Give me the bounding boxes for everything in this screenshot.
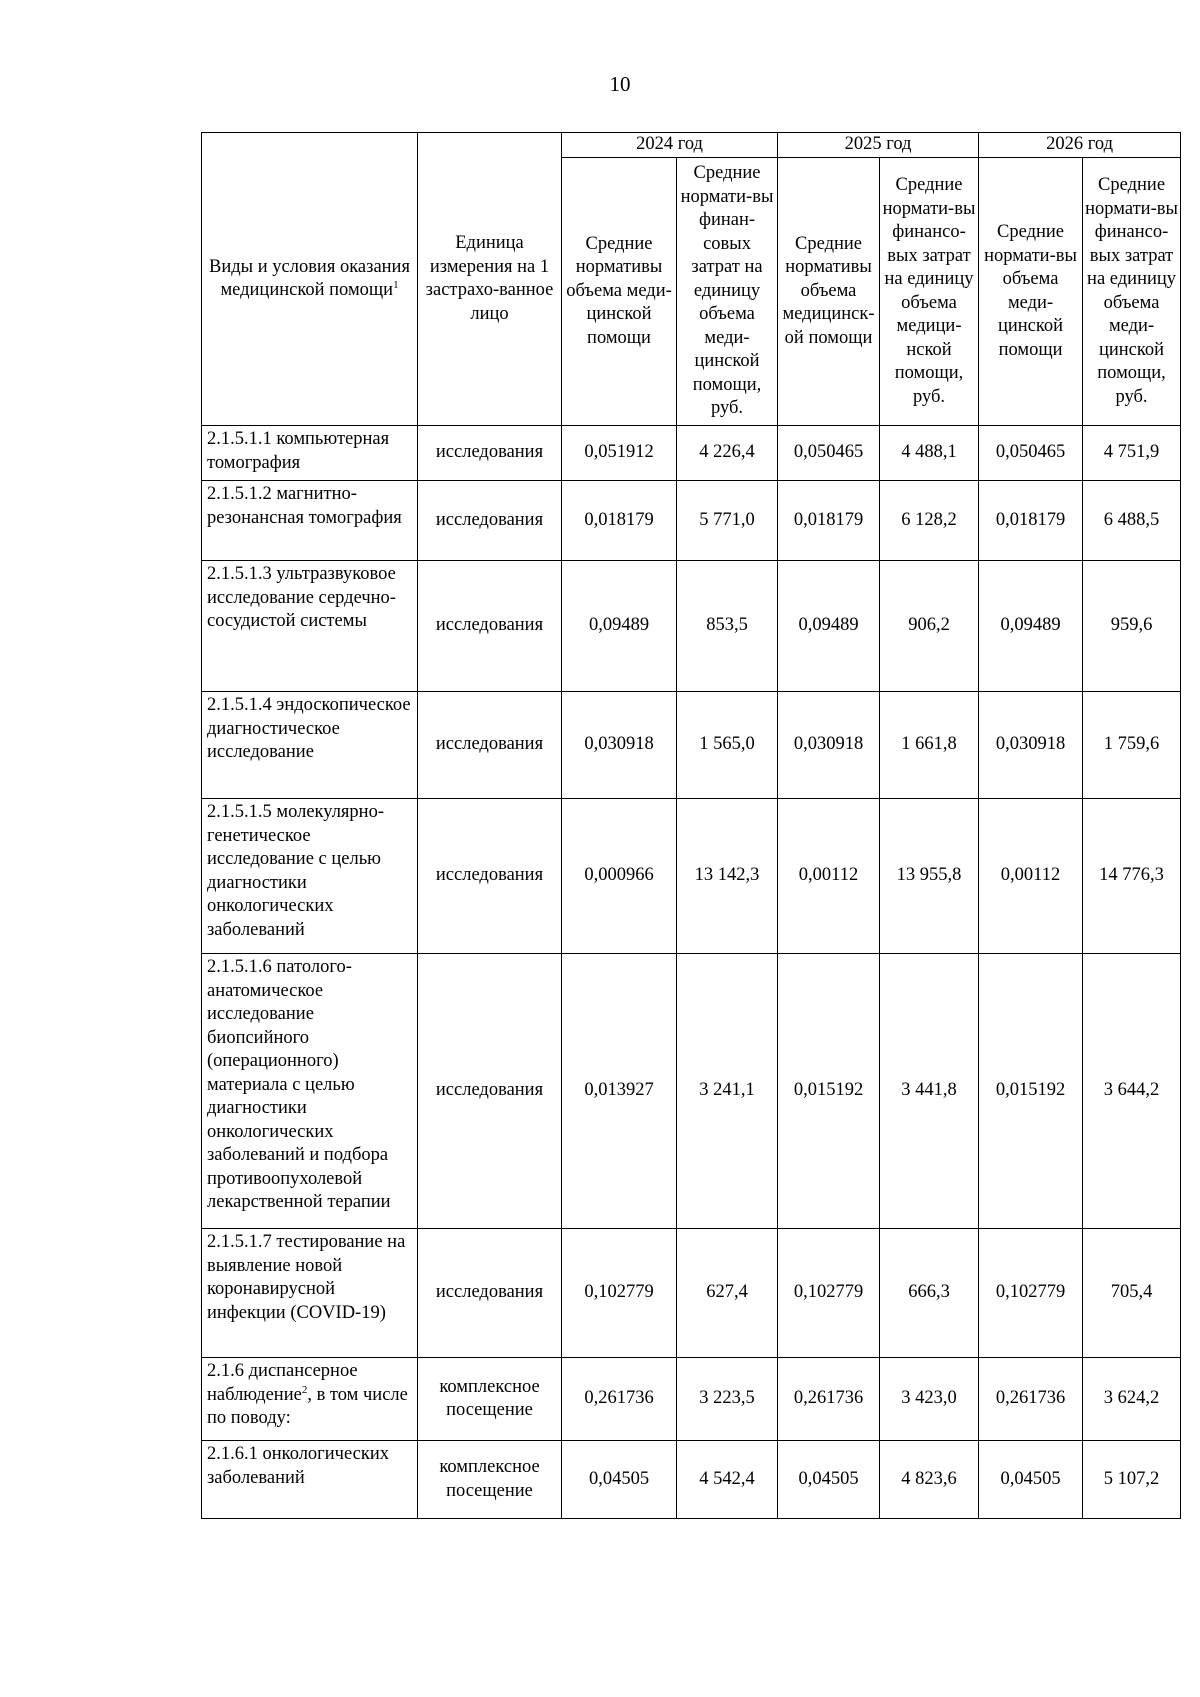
table-row [202,1229,1181,1358]
row-name: 2.1.5.1.6 патолого-анатомическое исследование биопсийного (операционного) материала с целью диагностики онкологических заболеваний и подбора противоопухолевой лекарственной терапии [202,954,418,1229]
volume-2025: 0,102779 [778,1229,880,1358]
table-row [202,481,1181,561]
table-row [202,1358,1181,1441]
finance-2025: 13 955,8 [880,799,979,954]
finance-2024: 4 542,4 [677,1441,778,1519]
header-year-2024: 2024 год [562,133,778,158]
volume-2024: 0,102779 [562,1229,677,1358]
table-row [202,692,1181,799]
volume-2026: 0,09489 [979,561,1083,692]
row-name-text: 2.1.6 диспансерное наблюдение [207,1361,358,1405]
volume-2024: 0,04505 [562,1441,677,1519]
finance-2025: 3 423,0 [880,1358,979,1441]
volume-2026: 0,015192 [979,954,1083,1229]
header-year-2025: 2025 год [778,133,979,158]
volume-2025: 0,050465 [778,426,880,481]
finance-2024: 4 226,4 [677,426,778,481]
row-name: 2.1.5.1.3 ультразвуковое исследование сердечно-сосудистой системы [202,561,418,692]
row-unit: комплексное посещение [418,1441,562,1519]
finance-2026: 6 488,5 [1083,481,1181,561]
finance-2026: 5 107,2 [1083,1441,1181,1519]
volume-2025: 0,261736 [778,1358,880,1441]
row-unit: исследования [418,561,562,692]
finance-2025: 1 661,8 [880,692,979,799]
finance-2025: 3 441,8 [880,954,979,1229]
finance-2025: 6 128,2 [880,481,979,561]
table-row [202,799,1181,954]
row-unit: исследования [418,799,562,954]
volume-2024: 0,261736 [562,1358,677,1441]
page-number: 10 [609,72,631,96]
volume-2024: 0,051912 [562,426,677,481]
medical-care-norms-table [201,132,1181,1519]
header-unit: Единица измерения на 1 застрахо-ванное лицо [418,133,562,426]
finance-2024: 1 565,0 [677,692,778,799]
table-row [202,561,1181,692]
finance-2024: 3 241,1 [677,954,778,1229]
header-year-row [202,133,1181,158]
finance-2024: 13 142,3 [677,799,778,954]
table-row [202,426,1181,481]
row-name-text-rest: , в том числе по поводу: [207,1384,408,1428]
finance-2024: 3 223,5 [677,1358,778,1441]
row-name [202,1358,418,1441]
row-unit: исследования [418,481,562,561]
finance-2024: 853,5 [677,561,778,692]
volume-2025: 0,00112 [778,799,880,954]
row-name: 2.1.5.1.4 эндоскопическое диагностическое исследование [202,692,418,799]
volume-2024: 0,09489 [562,561,677,692]
finance-2025: 906,2 [880,561,979,692]
table-row [202,954,1181,1229]
finance-2026: 3 644,2 [1083,954,1181,1229]
header-year-2026: 2026 год [979,133,1181,158]
row-unit: исследования [418,1229,562,1358]
volume-2026: 0,00112 [979,799,1083,954]
footnote-mark: 1 [393,278,399,291]
volume-2024: 0,000966 [562,799,677,954]
header-finance-2024: Средние нормати-вы финан-совых затрат на единицу объема меди-цинской помощи, руб. [677,158,778,426]
header-finance-2026: Средние нормати-вы финансо-вых затрат на единицу объема меди-цинской помощи, руб. [1083,158,1181,426]
finance-2026: 1 759,6 [1083,692,1181,799]
row-unit: комплексное посещение [418,1358,562,1441]
volume-2026: 0,102779 [979,1229,1083,1358]
header-finance-2025: Средние нормати-вы финансо-вых затрат на единицу объема медици-нской помощи, руб. [880,158,979,426]
volume-2024: 0,018179 [562,481,677,561]
finance-2025: 666,3 [880,1229,979,1358]
header-volume-2024: Средние нормативы объема меди-цинской помощи [562,158,677,426]
finance-2026: 3 624,2 [1083,1358,1181,1441]
row-name: 2.1.5.1.5 молекулярно-генетическое исследование с целью диагностики онкологических заболеваний [202,799,418,954]
volume-2025: 0,09489 [778,561,880,692]
header-volume-2025: Средние нормативы объема медицинск-ой помощи [778,158,880,426]
header-kind [202,133,418,426]
row-name: 2.1.6.1 онкологических заболеваний [202,1441,418,1519]
volume-2024: 0,013927 [562,954,677,1229]
volume-2024: 0,030918 [562,692,677,799]
volume-2026: 0,030918 [979,692,1083,799]
row-unit: исследования [418,426,562,481]
finance-2024: 627,4 [677,1229,778,1358]
volume-2025: 0,030918 [778,692,880,799]
finance-2025: 4 823,6 [880,1441,979,1519]
row-unit: исследования [418,954,562,1229]
footnote-mark: 2 [301,1383,308,1396]
header-volume-2026: Средние нормати-вы объема меди-цинской помощи [979,158,1083,426]
row-name: 2.1.5.1.7 тестирование на выявление новой коронавирусной инфекции (COVID-19) [202,1229,418,1358]
volume-2025: 0,015192 [778,954,880,1229]
row-unit: исследования [418,692,562,799]
finance-2025: 4 488,1 [880,426,979,481]
finance-2026: 959,6 [1083,561,1181,692]
row-name: 2.1.5.1.2 магнитно-резонансная томография [202,481,418,561]
row-name: 2.1.5.1.1 компьютерная томография [202,426,418,481]
volume-2026: 0,050465 [979,426,1083,481]
volume-2026: 0,018179 [979,481,1083,561]
finance-2026: 705,4 [1083,1229,1181,1358]
table-row [202,1441,1181,1519]
volume-2025: 0,04505 [778,1441,880,1519]
finance-2026: 14 776,3 [1083,799,1181,954]
header-kind-label: Виды и условия оказания медицинской помощи [209,256,410,300]
volume-2026: 0,04505 [979,1441,1083,1519]
volume-2025: 0,018179 [778,481,880,561]
volume-2026: 0,261736 [979,1358,1083,1441]
finance-2024: 5 771,0 [677,481,778,561]
finance-2026: 4 751,9 [1083,426,1181,481]
